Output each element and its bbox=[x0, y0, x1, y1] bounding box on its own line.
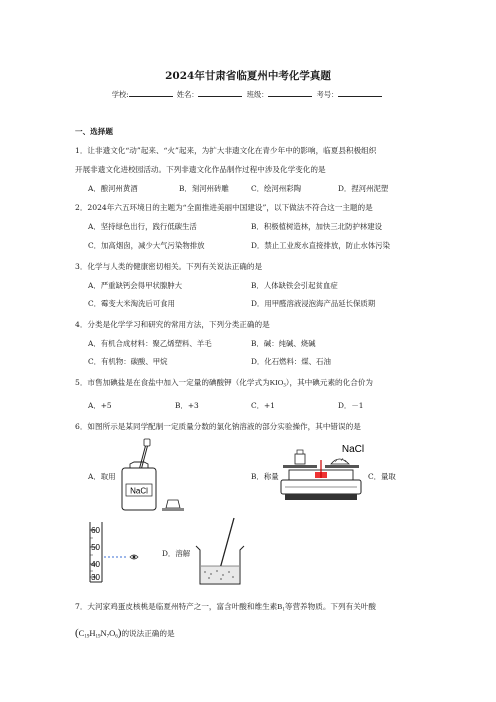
formula-h: H bbox=[89, 628, 96, 638]
balance-icon bbox=[281, 460, 361, 500]
q2-stem: 2．2024年六五环境日的主题为“全面推进美丽中国建设”，以下做法不符合这一主题的是 bbox=[75, 203, 373, 212]
tick-60: 60 bbox=[91, 526, 100, 535]
q5-option-d: D．－1 bbox=[338, 401, 364, 410]
folic-acid-formula bbox=[75, 627, 175, 641]
exam-number-label: 考号： bbox=[316, 90, 339, 99]
q5-stem-part2: ），其中碘元素的化合价为 bbox=[285, 378, 374, 387]
name-label: 姓名： bbox=[176, 90, 199, 99]
q3-option-d: D．用甲醛溶液浸泡海产品延长保质期 bbox=[251, 299, 376, 308]
q7-stem-part1: 7．大河家鸡蛋皮核桃是临夏州特产之一，富含叶酸和维生素 bbox=[75, 602, 278, 611]
q2-option-d: D．禁止工业废水直接排放，防止水体污染 bbox=[251, 241, 390, 250]
open-paren: ( bbox=[75, 627, 79, 639]
kio3-main: KIO bbox=[269, 378, 284, 387]
vitamin-sub: 1 bbox=[282, 607, 285, 613]
q3-option-c: C．霉变大米淘洗后可食用 bbox=[88, 299, 175, 308]
figure-taking-salt bbox=[118, 438, 200, 514]
salt-pile-icon bbox=[331, 458, 349, 464]
q7-stem-line1 bbox=[75, 602, 376, 611]
q6-option-c: C．量取 bbox=[368, 472, 396, 481]
tick-50: 50 bbox=[91, 543, 100, 552]
balance-label: NaCl bbox=[341, 444, 365, 455]
q3-stem: 3．化学与人类的健康密切相关。下列有关说法正确的是 bbox=[75, 262, 263, 271]
page-title: 2024年甘肃省临夏州中考化学真题 bbox=[165, 70, 331, 82]
q5-option-b: B．+3 bbox=[175, 401, 199, 410]
formula-c-sub: 19 bbox=[84, 634, 90, 640]
close-paren: ) bbox=[117, 627, 122, 639]
q1-option-a: A．酿河州黄酒 bbox=[88, 184, 138, 193]
q1-option-c: C．绘河州彩陶 bbox=[251, 184, 301, 193]
q4-option-a: A．有机合成材料：聚乙烯塑料、羊毛 bbox=[88, 339, 212, 348]
stopper-icon bbox=[162, 500, 184, 511]
school-blank bbox=[129, 89, 173, 97]
q3-option-a: A．严重缺钙会得甲状腺肿大 bbox=[88, 281, 183, 290]
q3-option-b: B．人体缺铁会引起贫血症 bbox=[251, 281, 338, 290]
tick-30: 30 bbox=[91, 573, 100, 582]
name-blank bbox=[198, 89, 242, 97]
reagent-bottle-icon bbox=[122, 462, 156, 510]
figure-measuring-cylinder bbox=[84, 520, 166, 584]
q1-stem-line2: 开展非遗文化进校园活动。下列非遗文化作品制作过程中涉及化学变化的是 bbox=[75, 165, 326, 174]
formula-o-sub: 6 bbox=[115, 634, 118, 640]
q1-option-b: B．刻河州砖雕 bbox=[179, 184, 229, 193]
formula-h-sub: 19 bbox=[95, 634, 101, 640]
weights-icon bbox=[295, 450, 305, 464]
kio3-formula bbox=[270, 378, 286, 387]
exam-number-blank bbox=[338, 89, 382, 97]
kio3-sub: 3 bbox=[283, 383, 286, 389]
beaker-icon bbox=[196, 546, 244, 584]
q4-option-d: D．化石燃料：煤、石油 bbox=[251, 357, 331, 366]
q7-stem-line2: 的说法正确的是 bbox=[121, 629, 175, 638]
q5-option-a: A．+5 bbox=[88, 401, 112, 410]
q5-stem-part1: 5．市售加碘盐是在食盐中加入一定量的碘酸钾（化学式为 bbox=[75, 378, 270, 387]
figure-weighing bbox=[275, 440, 367, 512]
student-info-line bbox=[0, 89, 496, 99]
formula-n-sub: 7 bbox=[106, 634, 110, 640]
figure-dissolving bbox=[192, 516, 248, 588]
vitamin-letter: B bbox=[277, 602, 283, 611]
formula-n: N bbox=[100, 628, 107, 638]
vitamin-b1 bbox=[277, 602, 285, 611]
q6-option-a: A．取用 bbox=[88, 472, 116, 481]
q6-option-d: D．溶解 bbox=[162, 549, 191, 558]
school-label: 学校: bbox=[111, 90, 129, 99]
q5-stem bbox=[75, 378, 373, 387]
q2-option-c: C．加高烟囱，减少大气污染物排放 bbox=[88, 241, 205, 250]
eye-sightline-icon bbox=[104, 555, 138, 559]
q7-stem-part2: 等营养物质。下列有关叶酸 bbox=[284, 602, 376, 611]
q6-stem: 6．如图所示是某同学配制一定质量分数的氯化钠溶液的部分实验操作，其中错误的是 bbox=[75, 422, 361, 431]
q5-option-c: C．+1 bbox=[251, 401, 275, 410]
q1-option-d: D．捏河州泥塑 bbox=[338, 184, 389, 193]
q2-option-b: B．积极植树造林，加快三北防护林建设 bbox=[251, 222, 383, 231]
q1-stem-line1: 1．让非遗文化“动”起来、“火”起来，为扩大非遗文化在青少年中的影响，临夏县积极组织 bbox=[75, 146, 377, 155]
formula-c: C bbox=[78, 628, 85, 638]
bottle-label: NaCl bbox=[130, 486, 148, 496]
q2-option-a: A．坚持绿色出行，践行低碳生活 bbox=[88, 222, 197, 231]
section-heading: 一、选择题 bbox=[75, 127, 113, 136]
class-blank bbox=[268, 89, 312, 97]
q4-stem: 4．分类是化学学习和研究的常用方法，下列分类正确的是 bbox=[75, 320, 270, 329]
q4-option-c: C．有机物：碳酸、甲烷 bbox=[88, 357, 168, 366]
q6-option-b: B．称量 bbox=[251, 472, 279, 481]
formula-o: O bbox=[109, 628, 116, 638]
class-label: 班级： bbox=[246, 90, 269, 99]
q4-option-b: B．碱：纯碱、烧碱 bbox=[251, 339, 316, 348]
tick-40: 40 bbox=[91, 560, 100, 569]
